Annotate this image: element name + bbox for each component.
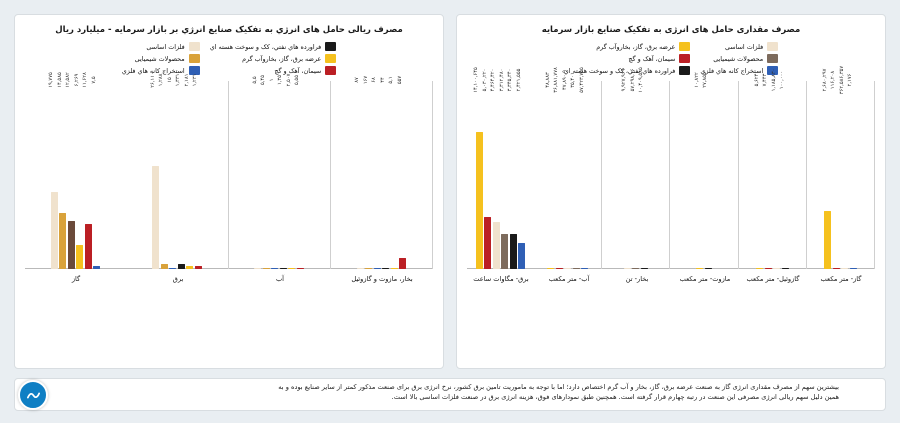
legend-item [122,42,200,51]
bar-value-label: ۷,۵ [90,76,97,85]
bar-holder[interactable] [175,74,185,269]
bar-value-label: ۲,۱۸۱ [183,74,190,87]
bar-value-label: ۵,۶۲۴ [753,74,760,87]
legend-swatch-icon [325,42,336,51]
legend-column-2 [700,42,778,75]
bar[interactable] [547,268,554,270]
bar[interactable] [195,266,202,270]
rial-chart-title: مصرف ریالی حامل های انرژي به تفکیک صنایع انرژي بر بازار سرمایه - میلیارد ریال [55,25,403,35]
bar-holder[interactable] [570,72,580,269]
legend-swatch-icon [189,42,200,51]
bar-holder[interactable] [638,67,648,269]
bar[interactable] [382,268,389,270]
bar-holder[interactable] [830,71,840,269]
bar-value-label: ۲,۱۷۶ [847,74,854,87]
legend-swatch-icon [679,42,690,51]
rial-category-labels [25,271,433,317]
bar-value-label: ۸۷ [354,77,361,84]
rial-chart-panel [14,14,444,369]
bar-value-label: ۱۲,۵۸۲ [65,72,72,89]
bar[interactable] [161,264,168,270]
category-label: مازوت- متر مکعب [679,275,731,284]
bar[interactable] [169,268,176,270]
bar-value-label: ۱۹,۷۷۵ [48,72,55,89]
bar-value-label: ۵,۴۵ [260,75,267,86]
category-label: بخار- تن [625,275,649,284]
bar[interactable] [59,213,66,269]
bar-holder[interactable] [268,79,278,269]
bar-value-label: ۵,۱ [388,76,395,85]
bar-holder[interactable] [277,75,287,269]
bar[interactable] [288,268,295,270]
bar-group [807,66,875,269]
bar-holder[interactable] [166,77,176,269]
bar-holder[interactable] [294,75,304,269]
bar-holder[interactable] [621,69,631,269]
legend-label: سیمان، آهک و گچ [628,54,676,63]
bar-holder[interactable] [779,71,789,269]
bar-value-label: ۳,۳۴۵,۳۴۰ [507,69,514,92]
bar-group [25,72,126,269]
bar[interactable] [850,268,857,270]
bar[interactable] [365,268,372,270]
bar-value-label: ۳۶۲,۵۸۶,۳۵۷ [838,66,845,95]
bar-holder[interactable] [396,76,406,269]
bar-value-label: ۵,۵ [251,76,258,85]
bar-holder[interactable] [847,74,857,269]
legend-item [210,54,337,63]
bar-holder[interactable] [56,72,66,269]
bar-holder[interactable] [753,74,763,269]
bar-holder[interactable] [354,77,364,269]
bar[interactable] [493,222,500,269]
quantity-category-labels [467,271,875,317]
bar-holder[interactable] [629,69,639,269]
bar-value-label: ۱۵ [166,77,173,84]
legend-column-2 [210,42,337,75]
footer-line-2: همین دلیل سهم ریالی انرژی مصرفی این صنعت در رتبه چهارم قرار گرفته است. همچنین طبق نمودارهای فوق، هزینه انرژی برق در صنعت فلزات اساسی بالا است. [391,393,839,402]
bar[interactable] [632,268,639,270]
legend-label: عرضه برق، گاز، بخاروآب گرم [242,54,322,63]
quantity-chart-panel [456,14,886,369]
category-label: برق- مگاوات ساعت [473,275,529,284]
bar[interactable] [357,268,364,270]
bar-value-label: ۲۶,۱۱۰ [149,72,156,89]
bar-value-label: ۱,۲۳۱ [192,74,199,87]
bar[interactable] [85,224,92,269]
bar-holder[interactable] [371,77,381,269]
legend-item [700,42,778,51]
bar-holder[interactable] [379,77,389,269]
bar[interactable] [76,245,83,269]
legend-item [210,42,337,51]
bar[interactable] [51,192,58,269]
bar-holder[interactable] [561,70,571,269]
rial-bar-groups [25,72,433,269]
bar[interactable] [271,268,278,270]
bar[interactable] [476,132,483,269]
bar-group [331,76,433,269]
bar[interactable] [399,258,406,269]
legend-label: فراورده هاي نفتي، کک و سوخت هسته اي [563,66,676,75]
legend-swatch-icon [325,54,336,63]
legend-swatch-icon [767,54,778,63]
bar-holder[interactable] [73,74,83,269]
bar[interactable] [573,268,580,270]
bar-value-label: ۹,۹۲۷,۹۶۹ [621,69,628,92]
footer-note [14,378,886,411]
legend-swatch-icon [189,54,200,63]
bar-value-label: ۴۴ [379,77,386,84]
bar[interactable] [518,243,525,269]
bar-holder[interactable] [82,72,92,269]
bar[interactable] [510,234,517,270]
bar-value-label: ۱۱۶,۲۰۸ [830,71,837,90]
legend-label: عرضه برق، گاز، بخاروآب گرم [596,42,676,51]
legend-item [564,54,691,63]
bar-holder[interactable] [362,76,372,269]
company-logo-icon [18,380,48,410]
bar-holder[interactable] [490,69,500,269]
bar-value-label: ۵۵۷ [396,76,403,85]
bar-value-label: ۲,۴۲۱,۵۵۵ [515,69,522,92]
bar[interactable] [641,268,648,270]
category-label: گازوئیل- متر مکعب [746,275,800,284]
bar-group [739,69,807,269]
legend-label: محصولات شیمیایی [713,54,764,63]
bar[interactable] [824,211,831,269]
bar[interactable] [501,234,508,270]
legend-label: فلزات اساسی [724,42,764,51]
bar-group [670,72,738,269]
legend-label: سیمان، آهک و گچ [274,66,322,75]
bar-holder[interactable] [260,75,270,269]
bar-value-label: ۱,۳۳۱ [175,74,182,87]
bar-value-label: ۵۷,۲۹۸,۰۶ [629,69,636,92]
category-label: گاز- متر مکعب [820,275,862,284]
category-label: آب- متر مکعب [548,275,590,284]
bar[interactable] [178,264,185,270]
bar[interactable] [152,166,159,269]
bar-holder[interactable] [388,76,398,269]
bar-value-label: ۱۱,۶۲۸ [82,72,89,89]
bar[interactable] [581,268,588,270]
bar-group [126,72,228,269]
bar-value-label: ۶,۲۶۹ [73,74,80,87]
bar-group [229,74,331,269]
legend-item [700,54,778,63]
bar-holder[interactable] [762,74,772,269]
rial-chart-plot [25,72,433,317]
quantity-chart-title: مصرف مقداری حامل های انرژی به تفکیک صنایع بازار سرمایه [541,25,801,35]
bar-value-label: ۱۰,۸۲۲ [693,72,700,89]
bar-holder[interactable] [770,69,780,269]
legend-item [564,42,691,51]
bar-value-label: ۱,۲۸۸ [158,74,165,87]
bar-holder[interactable] [507,69,517,269]
bar-holder[interactable] [838,66,848,269]
bar-value-label: ۲۷,۸۵۵ [702,72,709,89]
bar-holder[interactable] [65,72,75,269]
bar-value-label: ۱۴,۱۰۰,۶۴۵ [473,67,480,94]
bar-value-label: ۵,۵۵ [294,75,301,86]
bar-value-label: ۲,۵۰۷ [285,74,292,87]
legend-label: فراورده هاي نفتي، کک و سوخت هسته اي [209,42,322,51]
bar[interactable] [186,266,193,270]
bar-value-label: ۱۶۷ [362,76,369,85]
bar-holder[interactable] [473,67,483,269]
bar-holder[interactable] [498,69,508,269]
bar-holder[interactable] [702,72,712,269]
bar-value-label: ۶۸ [371,77,378,84]
bar-value-label: ۱,۳۵ [277,75,284,86]
legend-label: استخراج کانه هاي فلزي [121,66,185,75]
legend-column-1 [122,42,200,75]
bar-value-label: ۷,۴۴۳ [762,74,768,87]
legend-swatch-icon [325,66,336,75]
bar[interactable] [68,221,75,270]
bar-holder[interactable] [553,67,563,269]
footer-line-1: بیشترین سهم از مصرف مقداری انرژی گاز به صنعت عرضه برق، گاز، بخار و آب گرم اختصاص دارد؛ اما با توجه به ماموریت تامین برق کشور، نرخ انرژی برق برای صنعت مذکور کمتر از سایر صنایع بوده و به [278,383,839,391]
bar[interactable] [756,268,763,270]
bar[interactable] [782,268,789,270]
bar[interactable] [93,266,100,270]
bar-value-label: ۴,۴۶۴,۴۲۰ [490,69,497,92]
bar-value-label: ۴۷,۸۹۰,۹ [561,70,568,91]
bar[interactable] [564,268,571,270]
bar[interactable] [484,217,491,270]
bar-value-label: ۱۰۰,۰۰۰ [779,71,785,90]
legend-swatch-icon [679,54,690,63]
bar-group [534,67,602,269]
bar-value-label: ۱۰,۴۰۹,۵۸۵ [638,67,645,94]
bar-holder[interactable] [149,72,159,269]
bar[interactable] [263,268,270,270]
bar[interactable] [833,268,840,270]
bar-holder[interactable] [90,76,100,269]
category-label: آب [275,275,285,284]
bar-value-label: ۴۸,۸۸۳ [544,72,551,89]
bar-value-label: ۵,۰۳۰,۲۲۰ [481,69,488,92]
bar[interactable] [705,268,712,270]
bar[interactable] [391,268,398,270]
bar-holder[interactable] [285,74,295,269]
bar-holder[interactable] [821,69,831,269]
category-label: برق [172,275,184,284]
legend-label: فلزات اساسی [146,42,185,51]
bar-holder[interactable] [693,72,703,269]
bar-holder[interactable] [192,74,202,269]
category-label: گاز [71,275,81,284]
bar-holder[interactable] [183,74,193,269]
bar[interactable] [280,268,287,270]
bar[interactable] [556,268,563,270]
bar-holder[interactable] [251,76,261,269]
bar-value-label: ۵۷,۴۲۳,۷۵۵ [578,67,585,94]
rial-chart-legend [15,38,443,75]
bar-holder[interactable] [515,69,525,269]
bar-group [467,67,534,269]
bar-value-label: ۳,۳۱۲,۴۸۰ [498,69,505,92]
bar-value-label: ۳۶,۸۸۱,۷۷۸ [553,67,560,94]
bar-value-label: ۲,۶۸۰,۲۹۷ [821,69,828,92]
bar-holder[interactable] [578,67,588,269]
legend-item [210,66,337,75]
legend-label: محصولات شیمیایی [134,54,185,63]
bar-value-label: ۱ [268,79,275,82]
bar[interactable] [765,268,772,270]
bar[interactable] [624,268,631,270]
bar-value-label: ۳۵,۴۰۱ [570,72,577,89]
legend-label: استخراج کانه هاي فلزي [700,66,764,75]
bar-holder[interactable] [158,74,168,269]
legend-swatch-icon [679,66,690,75]
bar-holder[interactable] [481,69,491,269]
bar-holder[interactable] [544,72,554,269]
bar-value-label: ۱,۱۸۵,۸۳۰ [770,69,777,92]
bar[interactable] [696,268,703,270]
legend-item [122,54,200,63]
bar[interactable] [841,268,848,270]
category-label: بخار، مازوت و گازوئیل [351,275,413,284]
bar[interactable] [374,268,381,270]
bar[interactable] [773,268,780,270]
bar[interactable] [297,268,304,270]
bar-holder[interactable] [48,72,58,269]
bar[interactable] [254,268,261,270]
bar-value-label: ۱۴,۵۸۵ [56,72,63,89]
legend-swatch-icon [767,42,778,51]
